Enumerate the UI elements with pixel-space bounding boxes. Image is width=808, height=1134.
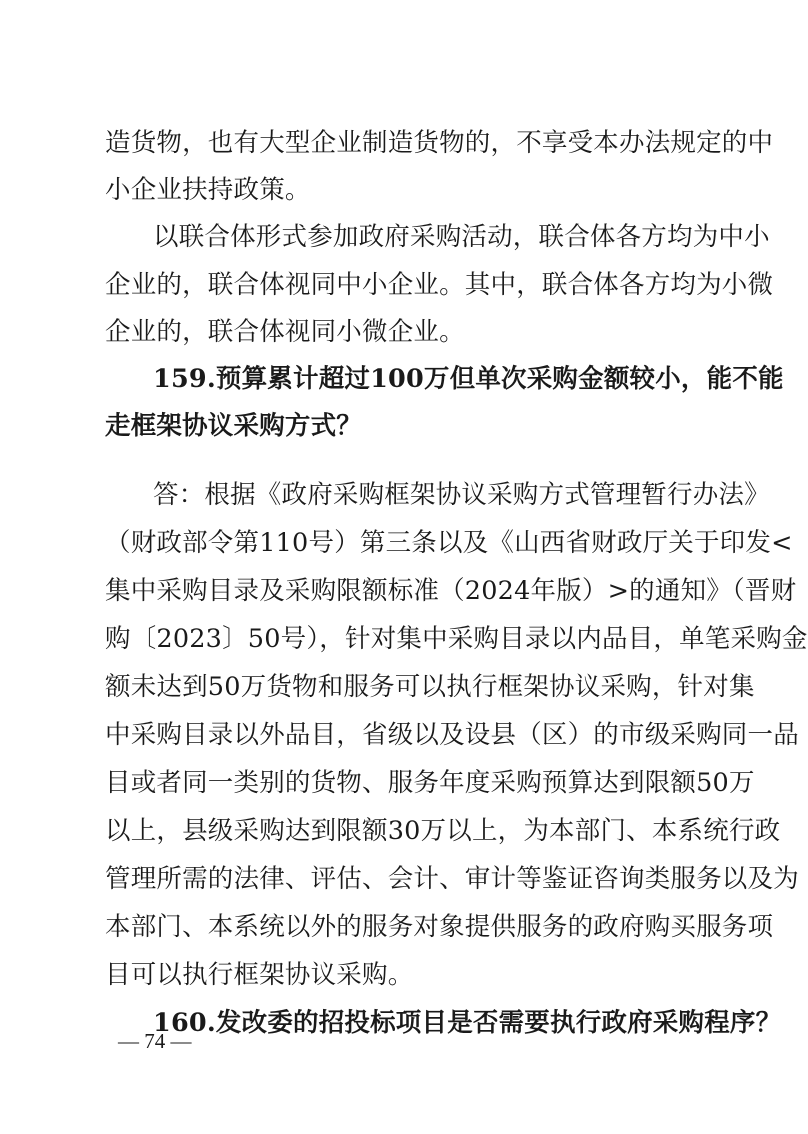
paragraph-line: 购〔2023〕50号），针对集中采购目录以内品目，单笔采购金	[105, 624, 808, 654]
paragraph-line: 集中采购目录及采购限额标准（2024年版）>的通知》（晋财	[105, 576, 797, 606]
question-heading: 走框架协议采购方式？	[105, 411, 363, 441]
paragraph-line: （财政部令第110号）第三条以及《山西省财政厅关于印发<	[105, 528, 793, 558]
paragraph-line: 管理所需的法律、评估、会计、审计等鉴证咨询类服务以及为	[105, 864, 799, 894]
paragraph-line: 目或者同一类别的货物、服务年度采购预算达到限额50万	[105, 768, 755, 798]
paragraph-line: 企业的，联合体视同中小企业。其中，联合体各方均为小微	[105, 270, 774, 300]
paragraph-line: 造货物，也有大型企业制造货物的，不享受本办法规定的中	[105, 128, 774, 158]
paragraph-line: 以联合体形式参加政府采购活动，联合体各方均为中小	[153, 222, 770, 252]
paragraph-line: 中采购目录以外品目，省级以及设县（区）的市级采购同一品	[105, 720, 799, 750]
paragraph-line: 目可以执行框架协议采购。	[105, 960, 414, 990]
paragraph-line: 本部门、本系统以外的服务对象提供服务的政府购买服务项	[105, 912, 774, 942]
question-heading: 159.预算累计超过100万但单次采购金额较小，能不能	[153, 364, 784, 394]
paragraph-line: 企业的，联合体视同小微企业。	[105, 317, 465, 347]
question-heading: 160.发改委的招投标项目是否需要执行政府采购程序？	[153, 1008, 782, 1038]
page-number: — 74 —	[118, 1029, 192, 1053]
paragraph-line: 答：根据《政府采购框架协议采购方式管理暂行办法》	[153, 480, 770, 510]
paragraph-line: 额未达到50万货物和服务可以执行框架协议采购，针对集	[105, 672, 755, 702]
paragraph-line: 以上，县级采购达到限额30万以上，为本部门、本系统行政	[105, 816, 781, 846]
paragraph-line: 小企业扶持政策。	[105, 175, 311, 205]
